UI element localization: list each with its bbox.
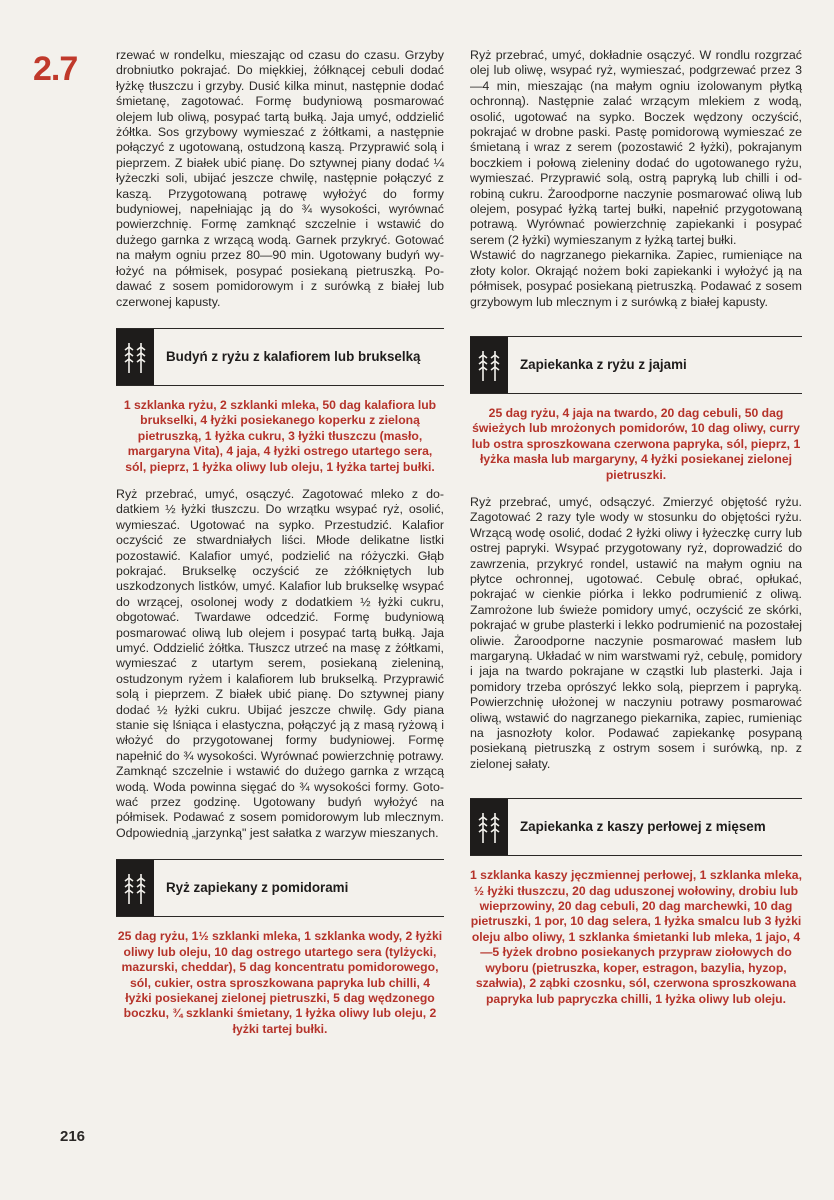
recipe-title-budyn: Budyń z ryżu z kalafiorem lub brukselką — [166, 348, 421, 364]
recipe-header-zapiekanka-jaja — [470, 336, 802, 394]
wheat-logo-icon — [116, 329, 154, 385]
recipe-title-zapiekanka-jaja: Zapiekanka z ryżu z jajami — [520, 356, 687, 372]
wheat-logo-icon — [470, 337, 508, 393]
right-intro-text: Ryż przebrać, umyć, dokładnie osączyć. W rondlu rozgrzać olej lub oliwę, wsypać ryż, wymieszać, podgrzewać przez 3—4 min, mieszając (na małym ogniu izolowanym płytką ochronną). Następnie zalać wrzącym mlekiem z wodą, osolić, ugotować na sypko. Boczek wędzony oczyścić, pokrajać w drobne paski. Pastę pomidorową wymieszać ze śmietaną i wraz z serem (pozostawić 2 łyżki), pokrajanym boczkiem i połową zieleniny dodać do ugotowanego ryżu, wymieszać. Przyprawić solą, ostrą papryką lub chilli i odrobiną cukru. Żaroodporne naczynie posmarować oliwą lub olejem, posypać łyżką tartej bułki, napełnić przygotowaną potrawą. Wyrównać powierzchnię zapiekanki i posypać serem (2 łyżki) wymieszanym z łyżką tartej bułki. — [470, 48, 802, 247]
ingredients-ryz-zapiekany: 25 dag ryżu, 1½ szklanki mleka, 1 szklanka wody, 2 łyżki oliwy lub oleju, 10 dag ostrego utartego sera (tylżycki, mazurski, cheddar), 5 dag koncentratu pomidorowego, sól, cukier, ostra sproszkowana papryka lub chilli, 4 łyżki posiekanej zielonej pietruszki, 5 dag wędzonego boczku, ¾ szklanki śmietany, 1 łyżka oliwy lub oleju, 2 łyżki tartej bułki. — [117, 929, 443, 1036]
right-column — [470, 48, 802, 1019]
method-zapiekanka-jaja: Ryż przebrać, umyć, odsączyć. Zmierzyć objętość ryżu. Zagotować 2 razy tyle wody w stosunku do objętości ryżu. Wrzącą wodę osolić, dodać 2 łyżki oliwy i łyżeczkę curry lub ostrej papryki. Wsypać przygotowany ryż, doprowadzić do zawrzenia, przykryć rondel, ustawić na małym ogniu na płytce ochronnej, ugotować. Cebulę obrać, opłukać, pokrajać w cienkie piórka i lekko podrumienić z oliwą. Zamrożone lub świeże pomidory umyć, oczyścić ze skórki, pokrajać w grube plasterki i lekko podrumienić na pozostałej oliwie. Żaroodporne naczynie posmarować masłem lub margaryną. Układać w nim warstwami ryż, cebulę, pomidory i jaja na twardo pokrajane w cząstki lub plasterki. Jaja i pomidory trzeba oprószyć lekko solą, pieprzem i papryką. Powierzchnię ułożonej w naczyniu potrawy posmarować oliwą, wstawić do nagrzanego piekarnika, zapiec, rumieniąc na jasnozłoty kolor. Podawać zapiekankę posypaną posiekaną pietruszką z ostrym sosem i surówką, np. z zielonej sałaty. — [470, 494, 802, 771]
method-budyn: Ryż przebrać, umyć, osączyć. Zagotować mleko z dodatkiem ½ łyżki tłuszczu. Do wrzątku wsypać ryż, osolić, wymieszać. Ugotować na sypko. Przestudzić. Kalafior oczyścić ze stwardniałych liści. Młode delikatne listki pozostawić. Kalafior umyć, podzielić na różyczki. Głąb pokrajać. Brukselkę oczyścić ze zżółkniętych lub uszkodzonych listków, umyć. Kalafior lub brukselkę wsypać do wrzącej, osolonej wody z dodatkiem ½ łyżki cukru, obgotować. Twardawe odcedzić. Formę budyniową posmarować oliwą lub olejem i posypać tartą bułką. Jaja umyć. Oddzielić żółtka. Tłuszcz utrzeć na masę z żółtkami, wymieszać z utartym serem, posiekaną zieleniną, ostudzonym ryżem i kalafiorem lub brukselką. Przyprawić solą i pieprzem. Z białek ubić pianę. Do sztywnej piany dodać ½ łyżki cukru. Ubijać jeszcze chwilę. Gdy piana stanie się lśniąca i elastyczna, połączyć ją z masą ryżową i włożyć do przygotowanej formy budyniowej. Formę napełnić do ¾ wysokości. Wyrównać powierzchnię potrawy. Zamknąć szczelnie i wstawić do dużego garnka z wrzącą wodą. Woda powinna sięgać do ¾ wysokości formy. Gotować przez godzinę. Ugotowany budyń wyłożyć na półmisek. Podawać z sosem pomidorowym lub mlecznym. Odpowiednią „jarzynką" jest sałatka z warzyw mieszanych. — [116, 486, 444, 840]
ingredients-zapiekanka-jaja: 25 dag ryżu, 4 jaja na twardo, 20 dag cebuli, 50 dag świeżych lub mrożonych pomidorów, 10 dag oliwy, curry lub ostra sproszkowana czerwona papryka, sól, pieprz, 1 łyżka masła lub margaryny, 4 łyżki posiekanej zielonej pietruszki. — [471, 405, 801, 482]
recipe-title-ryz-zapiekany: Ryż zapiekany z pomidorami — [166, 880, 349, 896]
recipe-title-zapiekanka-kasza: Zapiekanka z kaszy perłowej z mięsem — [520, 819, 766, 835]
recipe-header-ryz-zapiekany — [116, 859, 444, 917]
wheat-logo-icon — [470, 799, 508, 855]
recipe-header-zapiekanka-kasza — [470, 798, 802, 856]
right-intro-text-2: Wstawić do nagrzanego piekarnika. Zapiec, rumieniące na złoty kolor. Okrająć nożem boki zapiekanki i wyłożyć ją na półmisek, posypać posiekaną pietruszką. Podawać z sosem grzybowym lub mlecznym i z surówką z białej kapusty. — [470, 248, 802, 309]
section-number: 2.7 — [33, 50, 78, 88]
left-intro-text: rzewać w rondelku, mieszając od czasu do czasu. Grzyby drobniutko pokrajać. Do miękkiej, żółknącej cebuli dodać łyżkę tłuszczu i grzyby. Dusić kilka minut, następnie dodać śmietanę, zagotować. Formę budyniową posmarować olejem lub oliwą, posypać tartą bułką. Jaja umyć, oddzielić żółtka. Sos grzybowy wymieszać z żółtkami, a następnie połączyć z ugotowaną, ostudzoną kaszą. Przyprawić solą i pieprzem. Z białek ubić pianę. Do sztywnej piany dodać ¼ łyżeczki soli, ubijać jeszcze chwilę, następnie połączyć z kaszą. Przygotowaną potrawę wyłożyć do formy budyniowej, napełniając ją do ¾ wysokości, wyrównać powierzchnię. Formę zamknąć szczelnie i wstawić do dużego garnka z wrzącą wodą. Garnek przykryć. Gotować na małym ogniu przez 80—90 min. Ugotowany budyń wyłożyć na półmisek, posypać posiekaną pietruszką. Podawać z sosem pomidorowym i z surówką z białej lub czerwonej kapusty. — [116, 48, 444, 309]
recipe-header-budyn — [116, 328, 444, 386]
ingredients-zapiekanka-kasza: 1 szklanka kaszy jęczmiennej perłowej, 1 szklanka mleka, ½ łyżki tłuszczu, 20 dag uduszonej wołowiny, drobiu lub wieprzowiny, 20 dag cebuli, 20 dag marchewki, 10 dag pietruszki, 1 por, 10 dag selera, 1 łyżka smalcu lub 3 łyżki oleju albo oliwy, 1 szklanka śmietanki lub mleka, 1 jajo, 4—5 łyżek drobno posiekanych przypraw ziołowych do wyboru (pietruszka, koper, estragon, bazylia, hyzop, szałwia), 2 ząbki czosnku, sól, czerwona sproszkowana papryka lub papryczka chilli, 1 łyżka oliwy lub oleju. — [470, 868, 802, 1006]
left-column — [116, 48, 444, 1049]
ingredients-budyn: 1 szklanka ryżu, 2 szklanki mleka, 50 dag kalafiora lub brukselki, 4 łyżki posiekanego koperku z zieloną pietruszką, 1 łyżka cukru, 3 łyżki tłuszczu (masło, margaryna Vita), 4 jaja, 4 łyżki ostrego utartego sera, sól, pieprz, 1 łyżka oliwy lub oleju, 1 łyżka tartej bułki. — [123, 397, 437, 474]
wheat-logo-icon — [116, 860, 154, 916]
page-number: 216 — [60, 1128, 86, 1145]
